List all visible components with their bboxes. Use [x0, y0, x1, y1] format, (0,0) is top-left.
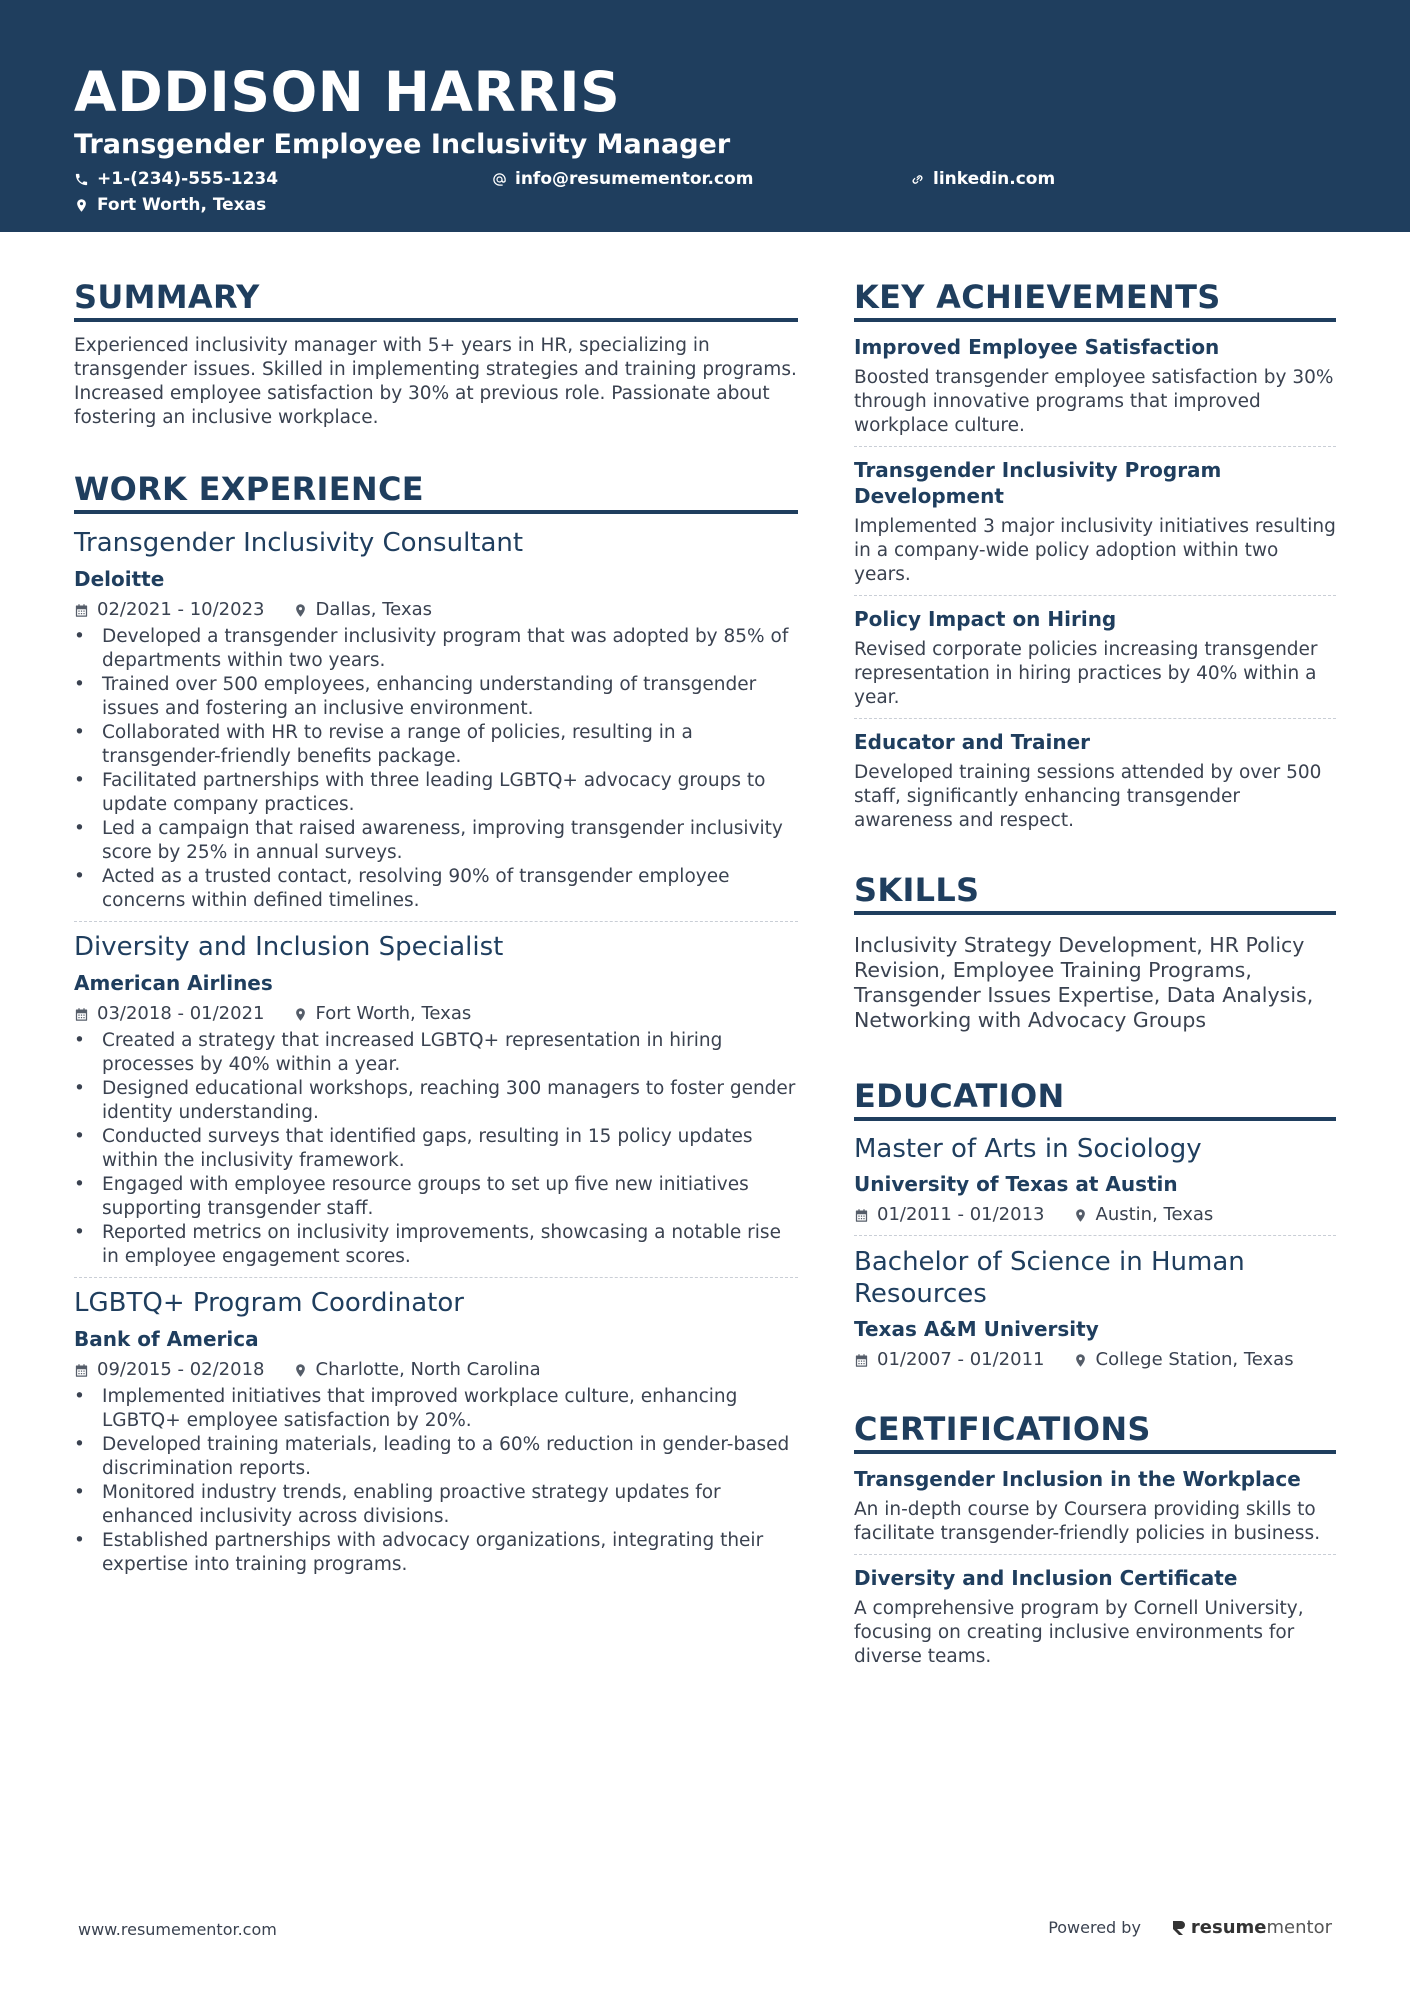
education-dates-text: 01/2011 - 01/2013 — [877, 1204, 1045, 1225]
achievement-item — [854, 334, 1336, 447]
achievement-text: Revised corporate policies increasing transgender representation in hiring practices by 40% within a year. — [854, 639, 1318, 708]
education-location-text: Austin, Texas — [1095, 1204, 1214, 1225]
linkedin-text: linkedin.com — [933, 169, 1056, 189]
contact-row — [74, 166, 1336, 192]
education-dates-text: 01/2007 - 01/2011 — [877, 1349, 1045, 1370]
education-dates — [854, 1348, 1045, 1372]
job-location-text: Dallas, Texas — [315, 599, 432, 620]
job-title: LGBTQ+ Program Coordinator — [74, 1288, 464, 1318]
achievement-text: Boosted transgender employee satisfaction by 30% through innovative programs that improved workplace culture. — [854, 367, 1334, 436]
experience-heading: WORK EXPERIENCE — [74, 470, 798, 514]
education-item — [854, 1246, 1336, 1380]
bullet-item: • Trained over 500 employees, enhancing understanding of transgender issues and fostering an inclusive environment. — [74, 673, 798, 721]
brand-light: mentor — [1266, 1917, 1332, 1938]
education-heading: EDUCATION — [854, 1077, 1336, 1121]
contact-linkedin[interactable] — [910, 166, 1328, 192]
job-dates-text: 09/2015 - 02/2018 — [97, 1359, 265, 1380]
bullet-item: • Monitored industry trends, enabling proactive strategy updates for enhanced inclusivity across divisions. — [74, 1481, 798, 1529]
location-pin-icon — [293, 1363, 308, 1378]
job-bullets — [74, 625, 798, 913]
brand-bold: resume — [1190, 1917, 1267, 1938]
left-column — [74, 278, 798, 1687]
job-meta — [74, 598, 798, 622]
bullet-item: • Established partnerships with advocacy organizations, integrating their expertise into training programs. — [74, 1529, 798, 1577]
achievement-item — [854, 729, 1336, 841]
resume-header — [0, 0, 1410, 232]
company-name: Deloitte — [74, 567, 165, 591]
bullet-item: • Led a campaign that raised awareness, improving transgender inclusivity score by 25% in annual surveys. — [74, 817, 798, 865]
job-location-text: Charlotte, North Carolina — [315, 1359, 541, 1380]
job-dates — [74, 598, 265, 622]
footer-website[interactable]: www.resumementor.com — [78, 1920, 277, 1939]
job-location — [293, 1358, 541, 1382]
achievements-section — [854, 278, 1336, 841]
right-column — [854, 278, 1336, 1687]
bullet-item: • Developed a transgender inclusivity program that was adopted by 85% of departments within two years. — [74, 625, 798, 673]
achievement-title: Transgender Inclusivity Program Development — [854, 458, 1222, 508]
skills-section — [854, 871, 1336, 1033]
job-location — [293, 598, 433, 622]
calendar-icon — [74, 1007, 89, 1022]
location-pin-icon — [1073, 1353, 1088, 1368]
location-text: Fort Worth, Texas — [97, 195, 267, 215]
link-icon — [910, 172, 925, 187]
at-sign-icon — [492, 172, 507, 187]
location-pin-icon — [74, 198, 89, 213]
education-item — [854, 1133, 1336, 1236]
location-pin-icon — [1073, 1208, 1088, 1223]
job-location-text: Fort Worth, Texas — [315, 1003, 472, 1024]
bullet-item: • Facilitated partnerships with three leading LGBTQ+ advocacy groups to update company practices. — [74, 769, 798, 817]
certification-item — [854, 1565, 1336, 1677]
bullet-item: • Reported metrics on inclusivity improvements, showcasing a notable rise in employee engagement scores. — [74, 1221, 798, 1269]
achievements-heading: KEY ACHIEVEMENTS — [854, 278, 1336, 322]
contact-phone — [74, 166, 492, 192]
job-dates-text: 02/2021 - 10/2023 — [97, 599, 265, 620]
footer-brand — [1048, 1917, 1332, 1938]
job-location — [293, 1002, 472, 1026]
education-meta — [854, 1348, 1336, 1372]
job-bullets — [74, 1029, 798, 1269]
bullet-item: • Acted as a trusted contact, resolving 90% of transgender employee concerns within defined timelines. — [74, 865, 798, 913]
school-name: University of Texas at Austin — [854, 1172, 1178, 1196]
bullet-item: • Created a strategy that increased LGBTQ+ representation in hiring processes by 40% within a year. — [74, 1029, 798, 1077]
phone-text: +1-(234)-555-1234 — [97, 169, 279, 189]
achievement-text: Developed training sessions attended by over 500 staff, significantly enhancing transgender awareness and respect. — [854, 762, 1322, 831]
achievement-title: Policy Impact on Hiring — [854, 607, 1117, 631]
experience-section — [74, 470, 798, 1585]
degree-title: Bachelor of Science in Human Resources — [854, 1247, 1245, 1309]
brand-logo[interactable] — [1171, 1917, 1332, 1938]
certifications-heading: CERTIFICATIONS — [854, 1410, 1336, 1454]
calendar-icon — [74, 603, 89, 618]
school-name: Texas A&M University — [854, 1317, 1099, 1341]
job-dates — [74, 1358, 265, 1382]
summary-heading: SUMMARY — [74, 278, 798, 322]
location-pin-icon — [293, 603, 308, 618]
bullet-item: • Implemented initiatives that improved workplace culture, enhancing LGBTQ+ employee satisfaction by 20%. — [74, 1385, 798, 1433]
bullet-item: • Collaborated with HR to revise a range of policies, resulting in a transgender-friendly benefits package. — [74, 721, 798, 769]
skills-text: Inclusivity Strategy Development, HR Policy Revision, Employee Training Programs, Transgender Issues Expertise, Data Analysis, Networking with Advocacy Groups — [854, 933, 1314, 1032]
job-bullets — [74, 1385, 798, 1577]
contact-row-2 — [74, 192, 1336, 218]
education-location-text: College Station, Texas — [1095, 1349, 1294, 1370]
job-dates-text: 03/2018 - 01/2021 — [97, 1003, 265, 1024]
bullet-item: • Conducted surveys that identified gaps, resulting in 15 policy updates within the inclusivity framework. — [74, 1125, 798, 1173]
calendar-icon — [854, 1208, 869, 1223]
phone-icon — [74, 172, 89, 187]
job-entry — [74, 526, 798, 922]
summary-text: Experienced inclusivity manager with 5+ years in HR, specializing in transgender issues. Skilled in implementing strategies and training programs. Increased employee satisfaction by 30% at previous role. Passionate about fostering an inclusive workplace. — [74, 335, 797, 428]
location-pin-icon — [293, 1007, 308, 1022]
resume-body — [74, 278, 1336, 1687]
job-meta — [74, 1358, 798, 1382]
summary-section — [74, 278, 798, 430]
certification-text: An in-depth course by Coursera providing skills to facilitate transgender-friendly policies in business. — [854, 1499, 1321, 1544]
certifications-section — [854, 1410, 1336, 1677]
resumementor-logo-icon — [1171, 1919, 1187, 1937]
calendar-icon — [74, 1363, 89, 1378]
company-name: American Airlines — [74, 971, 273, 995]
achievement-text: Implemented 3 major inclusivity initiatives resulting in a company-wide policy adoption within two years. — [854, 516, 1336, 585]
powered-by-text: Powered by — [1048, 1918, 1141, 1937]
job-entry — [74, 930, 798, 1278]
job-title: Transgender Inclusivity Consultant — [74, 528, 524, 558]
email-text: info@resumementor.com — [515, 169, 754, 189]
job-title: Diversity and Inclusion Specialist — [74, 932, 504, 962]
achievement-item — [854, 606, 1336, 719]
achievement-title: Educator and Trainer — [854, 730, 1091, 754]
contact-email[interactable] — [492, 166, 910, 192]
certification-item — [854, 1466, 1336, 1555]
certification-title: Diversity and Inclusion Certificate — [854, 1566, 1238, 1590]
job-meta — [74, 1002, 798, 1026]
bullet-item: • Developed training materials, leading to a 60% reduction in gender-based discrimination reports. — [74, 1433, 798, 1481]
job-dates — [74, 1002, 265, 1026]
education-location — [1073, 1348, 1294, 1372]
skills-heading: SKILLS — [854, 871, 1336, 915]
education-meta — [854, 1203, 1336, 1227]
education-section — [854, 1077, 1336, 1380]
candidate-role: Transgender Employee Inclusivity Manager — [74, 129, 731, 160]
company-name: Bank of America — [74, 1327, 259, 1351]
achievement-title: Improved Employee Satisfaction — [854, 335, 1220, 359]
certification-text: A comprehensive program by Cornell University, focusing on creating inclusive environments for diverse teams. — [854, 1598, 1304, 1667]
bullet-item: • Engaged with employee resource groups to set up five new initiatives supporting transgender staff. — [74, 1173, 798, 1221]
bullet-item: • Designed educational workshops, reaching 300 managers to foster gender identity understanding. — [74, 1077, 798, 1125]
certification-title: Transgender Inclusion in the Workplace — [854, 1467, 1301, 1491]
job-entry — [74, 1286, 798, 1585]
candidate-name: ADDISON HARRIS — [74, 60, 621, 124]
achievement-item — [854, 457, 1336, 596]
education-dates — [854, 1203, 1045, 1227]
calendar-icon — [854, 1353, 869, 1368]
degree-title: Master of Arts in Sociology — [854, 1134, 1202, 1164]
contact-location — [74, 192, 492, 218]
education-location — [1073, 1203, 1214, 1227]
